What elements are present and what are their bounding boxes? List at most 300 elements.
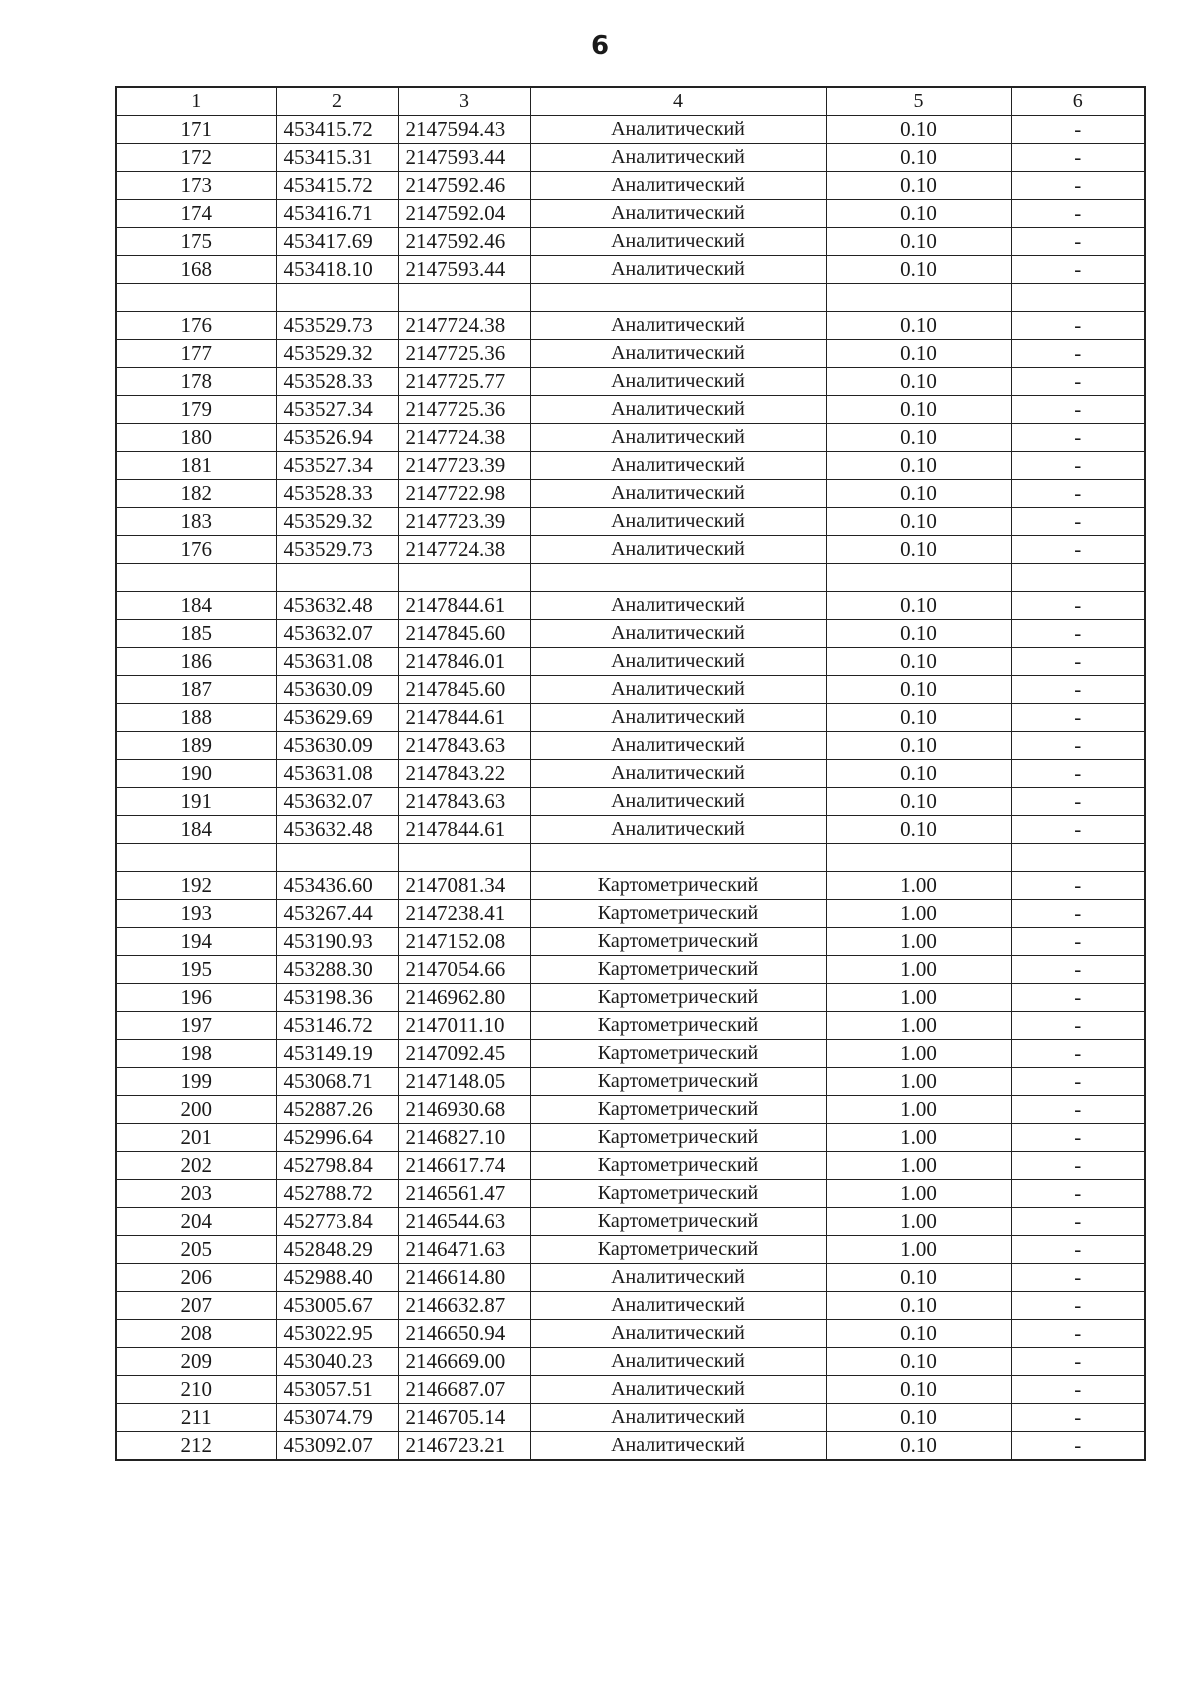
method-cell: Аналитический (530, 536, 826, 564)
point-number-cell: 194 (116, 928, 276, 956)
method-cell (530, 284, 826, 312)
table-row (116, 508, 1145, 536)
x-coordinate-cell: 453436.60 (276, 872, 398, 900)
accuracy-cell: 1.00 (826, 1040, 1011, 1068)
description-cell: - (1011, 1208, 1145, 1236)
accuracy-cell: 1.00 (826, 956, 1011, 984)
y-coordinate-cell: 2147723.39 (398, 508, 530, 536)
method-cell: Аналитический (530, 256, 826, 284)
accuracy-cell: 1.00 (826, 1096, 1011, 1124)
x-coordinate-cell: 453057.51 (276, 1376, 398, 1404)
accuracy-cell: 0.10 (826, 452, 1011, 480)
table-row (116, 536, 1145, 564)
x-coordinate-cell: 453529.73 (276, 536, 398, 564)
method-cell: Аналитический (530, 704, 826, 732)
description-cell: - (1011, 368, 1145, 396)
accuracy-cell: 0.10 (826, 760, 1011, 788)
table-row (116, 984, 1145, 1012)
method-cell: Аналитический (530, 620, 826, 648)
method-cell: Аналитический (530, 144, 826, 172)
y-coordinate-cell: 2146962.80 (398, 984, 530, 1012)
accuracy-cell: 0.10 (826, 368, 1011, 396)
point-number-cell: 185 (116, 620, 276, 648)
table-row (116, 648, 1145, 676)
point-number-cell: 206 (116, 1264, 276, 1292)
description-cell: - (1011, 1264, 1145, 1292)
description-cell: - (1011, 340, 1145, 368)
accuracy-cell (826, 564, 1011, 592)
accuracy-cell: 0.10 (826, 788, 1011, 816)
point-number-cell: 176 (116, 312, 276, 340)
point-number-cell (116, 564, 276, 592)
method-cell: Аналитический (530, 480, 826, 508)
method-cell: Аналитический (530, 452, 826, 480)
point-number-cell: 180 (116, 424, 276, 452)
x-coordinate-cell: 452848.29 (276, 1236, 398, 1264)
y-coordinate-cell: 2147846.01 (398, 648, 530, 676)
description-cell: - (1011, 228, 1145, 256)
table-row (116, 1124, 1145, 1152)
y-coordinate-cell: 2146930.68 (398, 1096, 530, 1124)
table-row (116, 956, 1145, 984)
table-row (116, 1068, 1145, 1096)
method-cell: Аналитический (530, 228, 826, 256)
method-cell: Аналитический (530, 508, 826, 536)
table-row (116, 1236, 1145, 1264)
description-cell: - (1011, 1376, 1145, 1404)
y-coordinate-cell: 2146687.07 (398, 1376, 530, 1404)
header-cell: 2 (276, 87, 398, 116)
y-coordinate-cell: 2147594.43 (398, 116, 530, 144)
table-row (116, 928, 1145, 956)
accuracy-cell: 1.00 (826, 1124, 1011, 1152)
description-cell: - (1011, 172, 1145, 200)
table-row (116, 676, 1145, 704)
x-coordinate-cell: 453630.09 (276, 732, 398, 760)
x-coordinate-cell: 453149.19 (276, 1040, 398, 1068)
x-coordinate-cell: 452773.84 (276, 1208, 398, 1236)
point-number-cell: 190 (116, 760, 276, 788)
accuracy-cell: 0.10 (826, 256, 1011, 284)
x-coordinate-cell: 452788.72 (276, 1180, 398, 1208)
x-coordinate-cell: 453632.48 (276, 592, 398, 620)
description-cell: - (1011, 956, 1145, 984)
description-cell: - (1011, 312, 1145, 340)
accuracy-cell: 0.10 (826, 1320, 1011, 1348)
accuracy-cell: 0.10 (826, 592, 1011, 620)
method-cell: Картометрический (530, 900, 826, 928)
description-cell: - (1011, 984, 1145, 1012)
accuracy-cell: 0.10 (826, 144, 1011, 172)
accuracy-cell: 0.10 (826, 116, 1011, 144)
x-coordinate-cell: 452988.40 (276, 1264, 398, 1292)
table-row (116, 1432, 1145, 1461)
point-number-cell: 178 (116, 368, 276, 396)
method-cell: Картометрический (530, 1236, 826, 1264)
accuracy-cell: 0.10 (826, 1432, 1011, 1461)
x-coordinate-cell (276, 284, 398, 312)
point-number-cell: 208 (116, 1320, 276, 1348)
table-row (116, 1292, 1145, 1320)
x-coordinate-cell: 453092.07 (276, 1432, 398, 1461)
description-cell: - (1011, 1012, 1145, 1040)
y-coordinate-cell: 2147081.34 (398, 872, 530, 900)
table-row (116, 1096, 1145, 1124)
method-cell: Картометрический (530, 1124, 826, 1152)
x-coordinate-cell: 453529.32 (276, 340, 398, 368)
description-cell (1011, 844, 1145, 872)
method-cell: Аналитический (530, 368, 826, 396)
point-number-cell: 174 (116, 200, 276, 228)
method-cell: Аналитический (530, 1292, 826, 1320)
point-number-cell: 188 (116, 704, 276, 732)
x-coordinate-cell: 453632.07 (276, 788, 398, 816)
x-coordinate-cell: 453527.34 (276, 396, 398, 424)
point-number-cell: 211 (116, 1404, 276, 1432)
point-number-cell: 209 (116, 1348, 276, 1376)
table-row (116, 900, 1145, 928)
y-coordinate-cell: 2147844.61 (398, 704, 530, 732)
table-row (116, 1012, 1145, 1040)
method-cell: Аналитический (530, 1320, 826, 1348)
y-coordinate-cell: 2146561.47 (398, 1180, 530, 1208)
accuracy-cell: 0.10 (826, 312, 1011, 340)
description-cell: - (1011, 1348, 1145, 1376)
method-cell: Картометрический (530, 1208, 826, 1236)
method-cell: Аналитический (530, 1432, 826, 1461)
table-row (116, 760, 1145, 788)
table-row (116, 592, 1145, 620)
point-number-cell: 173 (116, 172, 276, 200)
table-row (116, 788, 1145, 816)
table-row (116, 312, 1145, 340)
method-cell (530, 564, 826, 592)
description-cell: - (1011, 1124, 1145, 1152)
table-row (116, 228, 1145, 256)
x-coordinate-cell: 453529.73 (276, 312, 398, 340)
y-coordinate-cell: 2146827.10 (398, 1124, 530, 1152)
accuracy-cell: 0.10 (826, 1376, 1011, 1404)
accuracy-cell: 0.10 (826, 648, 1011, 676)
method-cell: Аналитический (530, 592, 826, 620)
method-cell: Аналитический (530, 200, 826, 228)
accuracy-cell: 0.10 (826, 340, 1011, 368)
y-coordinate-cell: 2146723.21 (398, 1432, 530, 1461)
x-coordinate-cell: 453022.95 (276, 1320, 398, 1348)
point-number-cell: 184 (116, 592, 276, 620)
table-row (116, 200, 1145, 228)
point-number-cell: 200 (116, 1096, 276, 1124)
point-number-cell: 171 (116, 116, 276, 144)
header-cell: 6 (1011, 87, 1145, 116)
table-row (116, 1180, 1145, 1208)
table-row (116, 564, 1145, 592)
accuracy-cell: 0.10 (826, 508, 1011, 536)
y-coordinate-cell: 2147011.10 (398, 1012, 530, 1040)
x-coordinate-cell: 452996.64 (276, 1124, 398, 1152)
accuracy-cell: 0.10 (826, 228, 1011, 256)
description-cell: - (1011, 424, 1145, 452)
method-cell: Аналитический (530, 676, 826, 704)
table-row (116, 256, 1145, 284)
point-number-cell: 204 (116, 1208, 276, 1236)
method-cell (530, 844, 826, 872)
method-cell: Аналитический (530, 760, 826, 788)
table-row (116, 1376, 1145, 1404)
x-coordinate-cell: 453527.34 (276, 452, 398, 480)
accuracy-cell: 0.10 (826, 1404, 1011, 1432)
description-cell: - (1011, 200, 1145, 228)
x-coordinate-cell: 452887.26 (276, 1096, 398, 1124)
accuracy-cell: 0.10 (826, 732, 1011, 760)
accuracy-cell: 1.00 (826, 900, 1011, 928)
method-cell: Аналитический (530, 1404, 826, 1432)
point-number-cell: 198 (116, 1040, 276, 1068)
description-cell: - (1011, 1236, 1145, 1264)
description-cell: - (1011, 620, 1145, 648)
table-row (116, 704, 1145, 732)
y-coordinate-cell: 2147843.63 (398, 732, 530, 760)
description-cell: - (1011, 536, 1145, 564)
table-row (116, 620, 1145, 648)
accuracy-cell: 0.10 (826, 1292, 1011, 1320)
point-number-cell: 196 (116, 984, 276, 1012)
accuracy-cell: 0.10 (826, 1348, 1011, 1376)
method-cell: Картометрический (530, 928, 826, 956)
accuracy-cell: 0.10 (826, 620, 1011, 648)
description-cell (1011, 564, 1145, 592)
x-coordinate-cell: 453629.69 (276, 704, 398, 732)
y-coordinate-cell: 2146471.63 (398, 1236, 530, 1264)
page-number: 6 (590, 31, 610, 61)
y-coordinate-cell: 2146632.87 (398, 1292, 530, 1320)
y-coordinate-cell: 2146705.14 (398, 1404, 530, 1432)
y-coordinate-cell: 2147723.39 (398, 452, 530, 480)
description-cell: - (1011, 928, 1145, 956)
method-cell: Аналитический (530, 340, 826, 368)
y-coordinate-cell: 2147724.38 (398, 312, 530, 340)
y-coordinate-cell: 2147843.22 (398, 760, 530, 788)
description-cell: - (1011, 452, 1145, 480)
x-coordinate-cell: 453528.33 (276, 480, 398, 508)
x-coordinate-cell: 453631.08 (276, 648, 398, 676)
description-cell: - (1011, 1068, 1145, 1096)
table-row (116, 1208, 1145, 1236)
point-number-cell: 193 (116, 900, 276, 928)
table-row (116, 424, 1145, 452)
description-cell: - (1011, 1152, 1145, 1180)
y-coordinate-cell: 2147725.36 (398, 396, 530, 424)
point-number-cell: 176 (116, 536, 276, 564)
header-cell: 4 (530, 87, 826, 116)
accuracy-cell: 1.00 (826, 872, 1011, 900)
accuracy-cell: 1.00 (826, 1012, 1011, 1040)
table-row (116, 116, 1145, 144)
accuracy-cell: 0.10 (826, 1264, 1011, 1292)
point-number-cell: 205 (116, 1236, 276, 1264)
method-cell: Картометрический (530, 1152, 826, 1180)
y-coordinate-cell: 2146669.00 (398, 1348, 530, 1376)
table-header (116, 87, 1145, 116)
description-cell: - (1011, 648, 1145, 676)
y-coordinate-cell: 2147148.05 (398, 1068, 530, 1096)
method-cell: Картометрический (530, 1180, 826, 1208)
point-number-cell: 182 (116, 480, 276, 508)
method-cell: Аналитический (530, 1376, 826, 1404)
table-row (116, 368, 1145, 396)
point-number-cell: 212 (116, 1432, 276, 1461)
method-cell: Картометрический (530, 984, 826, 1012)
point-number-cell: 199 (116, 1068, 276, 1096)
table-row (116, 1320, 1145, 1348)
x-coordinate-cell: 453068.71 (276, 1068, 398, 1096)
y-coordinate-cell: 2147724.38 (398, 536, 530, 564)
x-coordinate-cell: 453074.79 (276, 1404, 398, 1432)
description-cell: - (1011, 592, 1145, 620)
x-coordinate-cell: 453632.48 (276, 816, 398, 844)
x-coordinate-cell: 453146.72 (276, 1012, 398, 1040)
accuracy-cell: 0.10 (826, 396, 1011, 424)
table-row (116, 1348, 1145, 1376)
x-coordinate-cell: 453415.31 (276, 144, 398, 172)
description-cell: - (1011, 396, 1145, 424)
accuracy-cell: 0.10 (826, 200, 1011, 228)
point-number-cell: 191 (116, 788, 276, 816)
y-coordinate-cell: 2146614.80 (398, 1264, 530, 1292)
point-number-cell (116, 284, 276, 312)
y-coordinate-cell: 2147593.44 (398, 144, 530, 172)
accuracy-cell: 0.10 (826, 676, 1011, 704)
y-coordinate-cell: 2146617.74 (398, 1152, 530, 1180)
method-cell: Картометрический (530, 1040, 826, 1068)
table-row (116, 480, 1145, 508)
x-coordinate-cell: 453415.72 (276, 116, 398, 144)
table-row (116, 816, 1145, 844)
x-coordinate-cell: 453529.32 (276, 508, 398, 536)
table-row (116, 172, 1145, 200)
accuracy-cell: 0.10 (826, 816, 1011, 844)
x-coordinate-cell (276, 564, 398, 592)
method-cell: Аналитический (530, 396, 826, 424)
point-number-cell: 210 (116, 1376, 276, 1404)
accuracy-cell: 0.10 (826, 704, 1011, 732)
header-cell: 3 (398, 87, 530, 116)
table-row (116, 284, 1145, 312)
y-coordinate-cell: 2147722.98 (398, 480, 530, 508)
accuracy-cell: 1.00 (826, 1208, 1011, 1236)
method-cell: Аналитический (530, 1264, 826, 1292)
point-number-cell: 192 (116, 872, 276, 900)
point-number-cell: 203 (116, 1180, 276, 1208)
coordinates-table (115, 86, 1146, 1461)
y-coordinate-cell: 2147845.60 (398, 620, 530, 648)
x-coordinate-cell: 453630.09 (276, 676, 398, 704)
point-number-cell: 187 (116, 676, 276, 704)
method-cell: Картометрический (530, 1096, 826, 1124)
table-row (116, 452, 1145, 480)
x-coordinate-cell: 453528.33 (276, 368, 398, 396)
description-cell: - (1011, 480, 1145, 508)
table-body (116, 116, 1145, 1461)
header-row (116, 87, 1145, 116)
table-row (116, 144, 1145, 172)
description-cell: - (1011, 704, 1145, 732)
accuracy-cell (826, 844, 1011, 872)
description-cell: - (1011, 1320, 1145, 1348)
table-row (116, 1152, 1145, 1180)
description-cell: - (1011, 676, 1145, 704)
point-number-cell: 179 (116, 396, 276, 424)
accuracy-cell: 0.10 (826, 172, 1011, 200)
table-row (116, 340, 1145, 368)
y-coordinate-cell: 2147593.44 (398, 256, 530, 284)
method-cell: Аналитический (530, 312, 826, 340)
accuracy-cell: 1.00 (826, 1152, 1011, 1180)
method-cell: Аналитический (530, 116, 826, 144)
y-coordinate-cell: 2147054.66 (398, 956, 530, 984)
accuracy-cell: 1.00 (826, 1068, 1011, 1096)
point-number-cell: 183 (116, 508, 276, 536)
y-coordinate-cell: 2147592.46 (398, 228, 530, 256)
accuracy-cell: 1.00 (826, 928, 1011, 956)
table-row (116, 732, 1145, 760)
description-cell: - (1011, 760, 1145, 788)
method-cell: Аналитический (530, 788, 826, 816)
table-row (116, 844, 1145, 872)
point-number-cell: 168 (116, 256, 276, 284)
point-number-cell: 175 (116, 228, 276, 256)
y-coordinate-cell: 2146650.94 (398, 1320, 530, 1348)
description-cell: - (1011, 1292, 1145, 1320)
y-coordinate-cell: 2147238.41 (398, 900, 530, 928)
x-coordinate-cell: 453267.44 (276, 900, 398, 928)
description-cell: - (1011, 1040, 1145, 1068)
point-number-cell: 186 (116, 648, 276, 676)
point-number-cell: 181 (116, 452, 276, 480)
y-coordinate-cell: 2147724.38 (398, 424, 530, 452)
method-cell: Картометрический (530, 1068, 826, 1096)
description-cell: - (1011, 1180, 1145, 1208)
y-coordinate-cell: 2147592.04 (398, 200, 530, 228)
x-coordinate-cell (276, 844, 398, 872)
y-coordinate-cell: 2147843.63 (398, 788, 530, 816)
method-cell: Аналитический (530, 732, 826, 760)
description-cell: - (1011, 256, 1145, 284)
point-number-cell: 189 (116, 732, 276, 760)
x-coordinate-cell: 453288.30 (276, 956, 398, 984)
y-coordinate-cell: 2147844.61 (398, 816, 530, 844)
description-cell: - (1011, 508, 1145, 536)
x-coordinate-cell: 453190.93 (276, 928, 398, 956)
y-coordinate-cell: 2147092.45 (398, 1040, 530, 1068)
method-cell: Аналитический (530, 424, 826, 452)
description-cell: - (1011, 1096, 1145, 1124)
description-cell: - (1011, 116, 1145, 144)
accuracy-cell: 0.10 (826, 480, 1011, 508)
description-cell: - (1011, 816, 1145, 844)
accuracy-cell: 1.00 (826, 1236, 1011, 1264)
point-number-cell: 177 (116, 340, 276, 368)
point-number-cell: 207 (116, 1292, 276, 1320)
x-coordinate-cell: 453040.23 (276, 1348, 398, 1376)
point-number-cell: 195 (116, 956, 276, 984)
method-cell: Картометрический (530, 872, 826, 900)
y-coordinate-cell: 2147152.08 (398, 928, 530, 956)
x-coordinate-cell: 453416.71 (276, 200, 398, 228)
description-cell: - (1011, 872, 1145, 900)
table-row (116, 396, 1145, 424)
method-cell: Картометрический (530, 956, 826, 984)
